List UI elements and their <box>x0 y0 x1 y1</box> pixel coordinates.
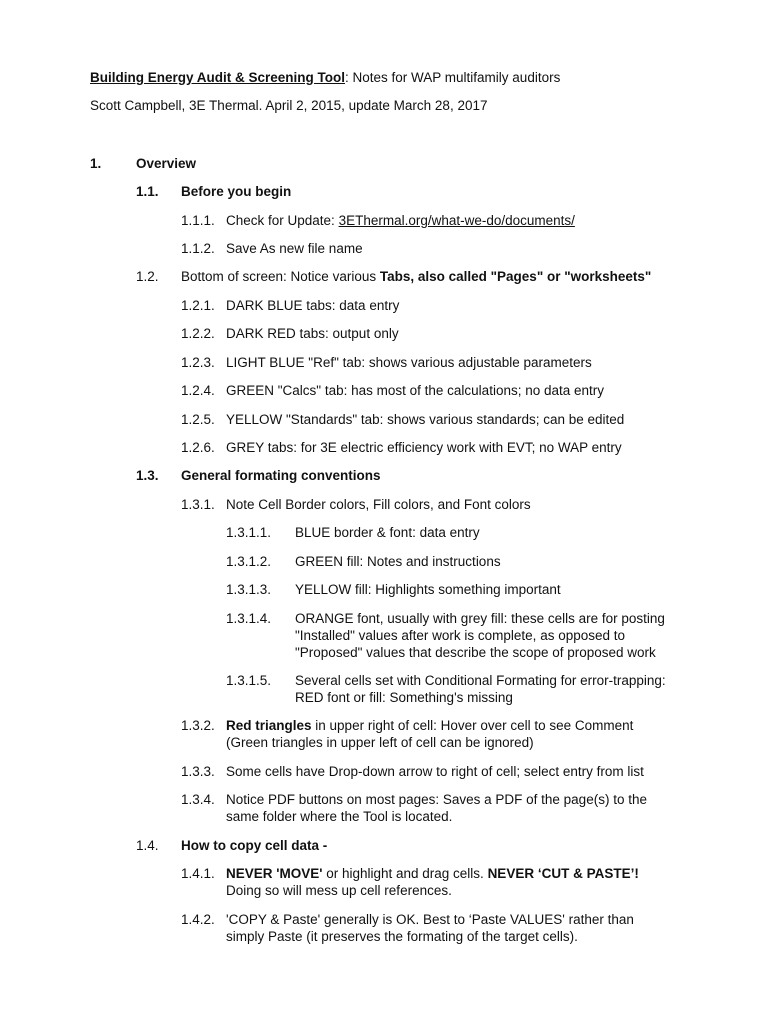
list-item-green: GREEN "Calcs" tab: has most of the calculations; no data entry <box>226 383 605 398</box>
item-text: Check for Update: <box>226 213 339 228</box>
list-item-red-triangles-line2: (Green triangles in upper left of cell can be ignored) <box>226 735 534 750</box>
section-tabs <box>181 268 651 285</box>
list-item-copy-paste-line1: 'COPY & Paste' generally is OK. Best to ‘Paste VALUES' rather than <box>226 912 634 927</box>
list-item-orange-font-line2: "Installed" values after work is complete, as opposed to <box>295 628 626 643</box>
item-number: 1.4.1. <box>181 866 215 881</box>
item-number: 1.2.6. <box>181 440 215 455</box>
list-item-pdf-line2: same folder where the Tool is located. <box>226 809 453 824</box>
section-title-formatting: General formating conventions <box>181 468 381 483</box>
item-bold-text: Red triangles <box>226 718 312 733</box>
section-number: 1.1. <box>136 184 159 199</box>
item-number: 1.3.1.3. <box>226 582 272 597</box>
item-number: 1.3.3. <box>181 764 215 779</box>
item-bold-text: NEVER ‘CUT & PASTE’! <box>487 866 639 881</box>
list-item-red-triangles-line1 <box>226 717 633 734</box>
list-item-copy-paste-line2: simply Paste (it preserves the formating of the target cells). <box>226 929 578 944</box>
list-item-conditional-line1: Several cells set with Conditional Formating for error-trapping: <box>295 673 666 688</box>
section-number: 1.2. <box>136 269 159 284</box>
list-item-yellow: YELLOW "Standards" tab: shows various standards; can be edited <box>226 412 625 427</box>
list-item-pdf-line1: Notice PDF buttons on most pages: Saves a PDF of the page(s) to the <box>226 792 647 807</box>
item-number: 1.2.4. <box>181 383 215 398</box>
item-number: 1.3.4. <box>181 792 215 807</box>
section-title-overview: Overview <box>136 156 197 171</box>
documents-link[interactable]: 3EThermal.org/what-we-do/documents/ <box>338 213 575 228</box>
author-line: Scott Campbell, 3E Thermal. April 2, 2015, update March 28, 2017 <box>90 98 488 113</box>
item-number: 1.3.1. <box>181 497 215 512</box>
item-number: 1.2.1. <box>181 298 215 313</box>
section-number: 1.3. <box>136 468 159 483</box>
item-number: 1.3.1.2. <box>226 554 272 569</box>
list-item-dropdown: Some cells have Drop-down arrow to right of cell; select entry from list <box>226 764 644 779</box>
item-number: 1.1.2. <box>181 241 215 256</box>
item-number: 1.4.2. <box>181 912 215 927</box>
item-number: 1.2.5. <box>181 412 215 427</box>
list-item-cell-colors: Note Cell Border colors, Fill colors, and Font colors <box>226 497 531 512</box>
item-text: in upper right of cell: Hover over cell to see Comment <box>311 718 634 733</box>
list-item-never-move-line2: Doing so will mess up cell references. <box>226 883 452 898</box>
list-item-green-fill: GREEN fill: Notes and instructions <box>295 554 501 569</box>
list-item-check-update <box>226 212 575 229</box>
section-title-copy-data: How to copy cell data - <box>181 838 328 853</box>
list-item-grey: GREY tabs: for 3E electric efficiency work with EVT; no WAP entry <box>226 440 622 455</box>
list-item-dark-blue: DARK BLUE tabs: data entry <box>226 298 400 313</box>
item-number: 1.1.1. <box>181 213 215 228</box>
section-number: 1. <box>90 156 102 171</box>
item-number: 1.2.2. <box>181 326 215 341</box>
list-item-never-move-line1 <box>226 865 639 882</box>
list-item-conditional-line2: RED font or fill: Something's missing <box>295 690 513 705</box>
item-number: 1.3.2. <box>181 718 215 733</box>
list-item-blue-border: BLUE border & font: data entry <box>295 525 480 540</box>
title-suffix: : Notes for WAP multifamily auditors <box>345 70 561 85</box>
item-number: 1.2.3. <box>181 355 215 370</box>
item-bold-text: NEVER 'MOVE' <box>226 866 323 881</box>
item-number: 1.3.1.1. <box>226 525 272 540</box>
section-number: 1.4. <box>136 838 159 853</box>
list-item-orange-font-line1: ORANGE font, usually with grey fill: these cells are for posting <box>295 611 665 626</box>
item-number: 1.3.1.4. <box>226 611 272 626</box>
list-item-yellow-fill: YELLOW fill: Highlights something important <box>295 582 561 597</box>
list-item-save-as: Save As new file name <box>226 241 363 256</box>
item-text: Bottom of screen: Notice various <box>181 269 380 284</box>
tool-name: Building Energy Audit & Screening Tool <box>90 70 346 85</box>
document-title <box>90 69 560 86</box>
section-title-before-you-begin: Before you begin <box>181 184 292 199</box>
item-text: or highlight and drag cells. <box>322 866 488 881</box>
list-item-dark-red: DARK RED tabs: output only <box>226 326 399 341</box>
item-bold-text: Tabs, also called "Pages" or "worksheets" <box>379 269 652 284</box>
list-item-orange-font-line3: "Proposed" values that describe the scope of proposed work <box>295 645 656 660</box>
item-number: 1.3.1.5. <box>226 673 272 688</box>
list-item-light-blue: LIGHT BLUE "Ref" tab: shows various adjustable parameters <box>226 355 592 370</box>
